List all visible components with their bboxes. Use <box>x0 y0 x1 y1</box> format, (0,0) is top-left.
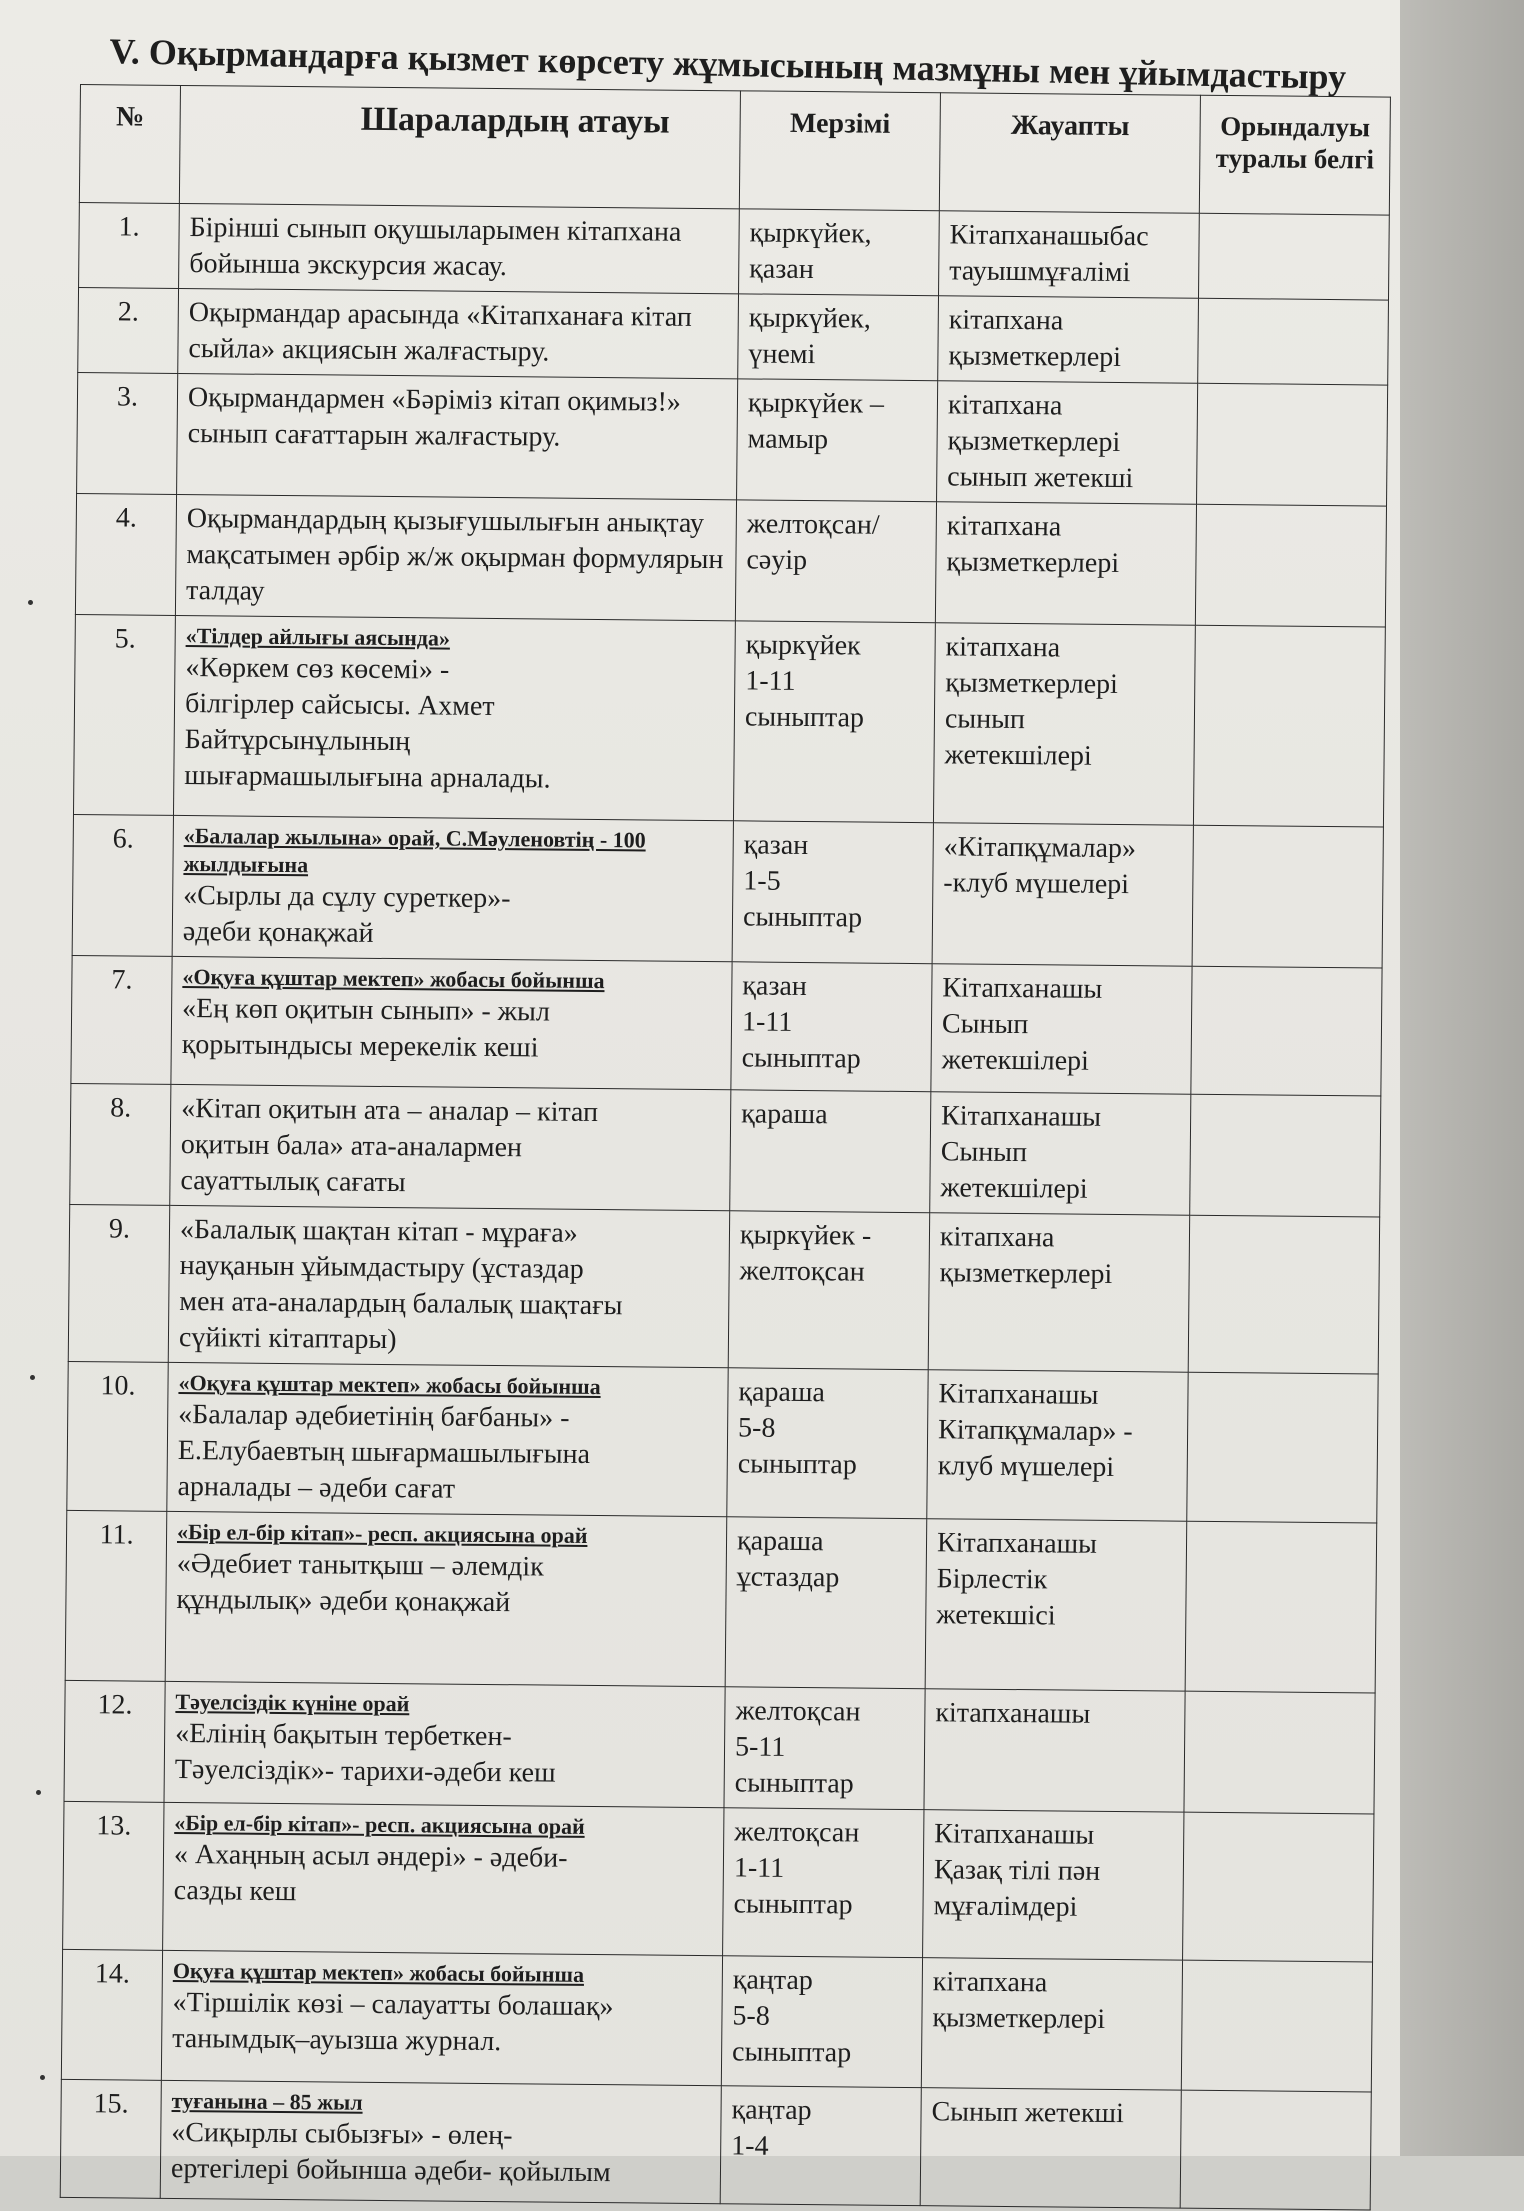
table-header-row <box>79 85 1390 216</box>
event-heading: туғанына – 85 жыл <box>171 2087 363 2115</box>
event-cell <box>172 815 733 961</box>
event-cell <box>179 203 740 293</box>
event-heading: «Бір ел-бір кітап»- респ. акциясына орай <box>174 1809 585 1839</box>
responsible-cell: Кітапханашыбас тауышмұғалімі <box>939 211 1200 298</box>
event-heading: «Оқуға құштар мектеп» жобасы бойынша <box>178 1370 601 1400</box>
table-row <box>68 1204 1379 1374</box>
background-surface <box>1400 0 1524 2156</box>
table-row <box>67 1361 1378 1523</box>
event-title: Оқырмандар арасында «Кітапханаға кітап сыйла» акциясын жалғастыру. <box>188 297 692 368</box>
result-cell <box>1190 1094 1381 1217</box>
table-row <box>78 287 1389 385</box>
deadline-cell: қыркүйек 1-11 сыныптар <box>733 621 935 823</box>
event-title: «Балалар әдебиетінің бағбаны» - Е.Елубаевтың шығармашылығына арналады – әдеби сағат <box>177 1399 591 1505</box>
event-title: Оқырмандардың қызығушылығын анықтау мақсатымен әрбір ж/ж оқырман формулярын талдау <box>185 503 724 607</box>
event-title: «Сырлы да сұлу суреткер»- әдеби қонақжай <box>182 880 511 949</box>
table-row <box>79 202 1390 300</box>
event-title: «Көркем сөз көсемі» - білгірлер сайсысы. Ахмет Байтұрсынұлының шығармашылығына арналады. <box>184 652 551 795</box>
event-title: «Балалық шақтан кітап - мұрағa» науқанын ұйымдастыру (ұстаздар мен ата-аналардың балалық шақтағы сүйікті кітаптары) <box>178 1214 623 1356</box>
margin-mark <box>36 1790 41 1795</box>
event-title: «Кітап оқитын ата – аналар – кітап оқитын бала» ата-аналармен сауаттылық сағаты <box>180 1093 599 1199</box>
row-number: 5. <box>73 614 175 815</box>
event-heading: «Бір ел-бір кітап»- респ. акциясына орай <box>176 1518 588 1548</box>
result-cell <box>1195 504 1386 627</box>
table-row <box>63 1801 1374 1962</box>
event-title: «Сиқырлы сыбызғы» - өлең- ертегілері бойынша әдеби- қойылым <box>170 2116 611 2189</box>
responsible-cell: Кітапханашы Қазақ тілі пән мұғалімдері <box>923 1810 1184 1960</box>
responsible-cell: Кітапханашы Сынып жетекшілері <box>931 964 1192 1094</box>
header-responsible: Жауапты <box>939 93 1200 213</box>
event-title: « Ахаңның асыл әндері» - әдеби- сазды кеш <box>173 1838 568 1908</box>
table-row <box>77 372 1388 506</box>
responsible-cell: Кітапханашы Сынып жетекшілері <box>930 1092 1191 1215</box>
result-cell <box>1185 1521 1377 1693</box>
result-cell <box>1180 2090 1371 2210</box>
event-title: «Елінің бақытын тербеткен- Тәуелсіздік»- тарихи-әдеби кеш <box>174 1717 556 1789</box>
event-title: Оқырмандармен «Бәріміз кітап оқимыз!» сынып сағаттарын жалғастыру. <box>187 382 682 453</box>
table-row <box>71 955 1382 1096</box>
table-row <box>73 614 1385 827</box>
result-cell <box>1193 625 1385 827</box>
result-cell <box>1198 298 1389 385</box>
event-title: «Ең көп оқитын сынып» - жыл қорытындысы мерекелік кеші <box>181 993 551 1064</box>
responsible-cell: кітапхана қызметкерлері сынып жетекші <box>937 381 1198 504</box>
event-title: «Әдебиет танытқыш – әлемдік құндылық» әдеби қонақжай <box>176 1547 544 1619</box>
event-cell <box>175 494 736 620</box>
deadline-cell: қараша 5-8 сыныптар <box>727 1368 928 1519</box>
result-cell <box>1198 213 1389 300</box>
deadline-cell: желтоқсан/ сәуір <box>735 500 936 623</box>
event-cell <box>173 615 735 820</box>
activities-table <box>60 84 1391 2210</box>
result-cell <box>1188 1215 1379 1374</box>
deadline-cell: қыркүйек, үнемі <box>738 294 939 381</box>
event-cell <box>164 1681 725 1807</box>
responsible-cell: Кітапханашы Бірлестік жетекшісі <box>925 1519 1187 1691</box>
event-title: «Тіршілік көзі – салауатты болашақ» танымдық–ауызша журнал. <box>172 1986 614 2058</box>
table-row <box>72 814 1383 968</box>
deadline-cell: қараша <box>730 1090 931 1213</box>
deadline-cell: қаңтар 1-4 <box>720 2086 921 2206</box>
row-number: 11. <box>65 1510 167 1681</box>
deadline-cell: қаңтар 5-8 сыныптар <box>721 1956 922 2088</box>
event-cell <box>160 2080 721 2203</box>
row-number: 13. <box>63 1801 164 1950</box>
event-cell <box>177 373 738 499</box>
row-number: 10. <box>67 1361 168 1511</box>
responsible-cell: Сынып жетекші <box>920 2088 1181 2208</box>
row-number: 3. <box>77 372 178 494</box>
result-cell <box>1181 1960 1372 2092</box>
event-heading: Тәуелсіздік күніне орай <box>175 1688 410 1717</box>
header-result: Орындалуы туралы белгі <box>1199 95 1390 215</box>
table-row <box>75 493 1386 627</box>
event-title: Бірінші сынып оқушыларымен кітапхана бойынша экскурсия жасау. <box>189 212 682 283</box>
event-cell <box>170 1084 731 1210</box>
row-number: 12. <box>64 1680 165 1802</box>
row-number: 4. <box>75 493 176 615</box>
row-number: 1. <box>79 202 180 288</box>
deadline-cell: қараша ұстаздар <box>725 1517 927 1689</box>
margin-mark <box>30 1375 35 1380</box>
event-cell <box>161 1950 722 2085</box>
event-cell <box>171 956 732 1089</box>
row-number: 7. <box>71 955 172 1084</box>
result-cell <box>1187 1372 1378 1523</box>
deadline-cell: желтоқсан 1-11 сыныптар <box>723 1808 924 1958</box>
row-number: 14. <box>61 1949 162 2080</box>
result-cell <box>1191 966 1382 1096</box>
result-cell <box>1192 825 1383 968</box>
margin-mark <box>40 2075 45 2080</box>
deadline-cell: қыркүйек - желтоқсан <box>728 1211 929 1370</box>
margin-mark <box>28 600 33 605</box>
section-title: V. Оқырмандарға қызмет көрсету жұмысының мазмұны мен ұйымдастыру <box>109 30 1347 97</box>
row-number: 9. <box>68 1204 170 1362</box>
event-cell <box>167 1362 728 1516</box>
event-cell <box>165 1511 727 1686</box>
event-heading: «Тілдер айлығы аясында» <box>185 623 451 651</box>
responsible-cell: кітапхана қызметкерлері <box>921 1958 1182 2090</box>
responsible-cell: Кітапханашы Кітапқұмалар» - клуб мүшелері <box>927 1370 1188 1521</box>
responsible-cell: кітапхана қызметкерлері <box>935 502 1196 625</box>
event-cell <box>163 1802 724 1955</box>
result-cell <box>1183 1812 1374 1962</box>
deadline-cell: қыркүйек, қазан <box>739 209 940 296</box>
result-cell <box>1184 1691 1375 1814</box>
deadline-cell: қазан 1-11 сыныптар <box>731 962 932 1092</box>
row-number: 15. <box>60 2079 161 2198</box>
event-heading: «Балалар жылына» орай, С.Мәуленовтің - 100 жылдығына <box>183 823 646 878</box>
deadline-cell: қыркүйек – мамыр <box>737 379 938 502</box>
responsible-cell: кітапхана қызметкерлері сынып жетекшілері <box>933 623 1195 825</box>
table-row <box>60 2079 1371 2210</box>
header-num: № <box>79 85 180 204</box>
table-row <box>70 1083 1381 1217</box>
event-heading: Оқуға құштар мектеп» жобасы бойынша <box>172 1957 585 1987</box>
responsible-cell: кітапхана қызметкерлері <box>938 296 1199 383</box>
responsible-cell: кітапхана қызметкерлері <box>928 1213 1189 1372</box>
event-cell <box>178 288 739 378</box>
header-title: Шаралардың атауы <box>179 85 740 208</box>
row-number: 2. <box>78 287 179 373</box>
header-deadline: Мерзімі <box>739 91 940 211</box>
row-number: 8. <box>70 1083 171 1205</box>
result-cell <box>1197 383 1388 506</box>
responsible-cell: «Кітапқұмалар» -клуб мүшелері <box>932 823 1193 966</box>
table-row <box>65 1510 1377 1693</box>
event-heading: «Оқуға құштар мектеп» жобасы бойынша <box>182 964 605 994</box>
row-number: 6. <box>72 814 173 956</box>
responsible-cell: кітапханашы <box>924 1689 1185 1812</box>
table-body <box>60 202 1389 2209</box>
table-row <box>64 1680 1375 1814</box>
table-row <box>61 1949 1372 2092</box>
event-cell <box>168 1205 729 1367</box>
deadline-cell: желтоқсан 5-11 сыныптар <box>724 1687 925 1810</box>
deadline-cell: қазан 1-5 сыныптар <box>732 821 933 964</box>
